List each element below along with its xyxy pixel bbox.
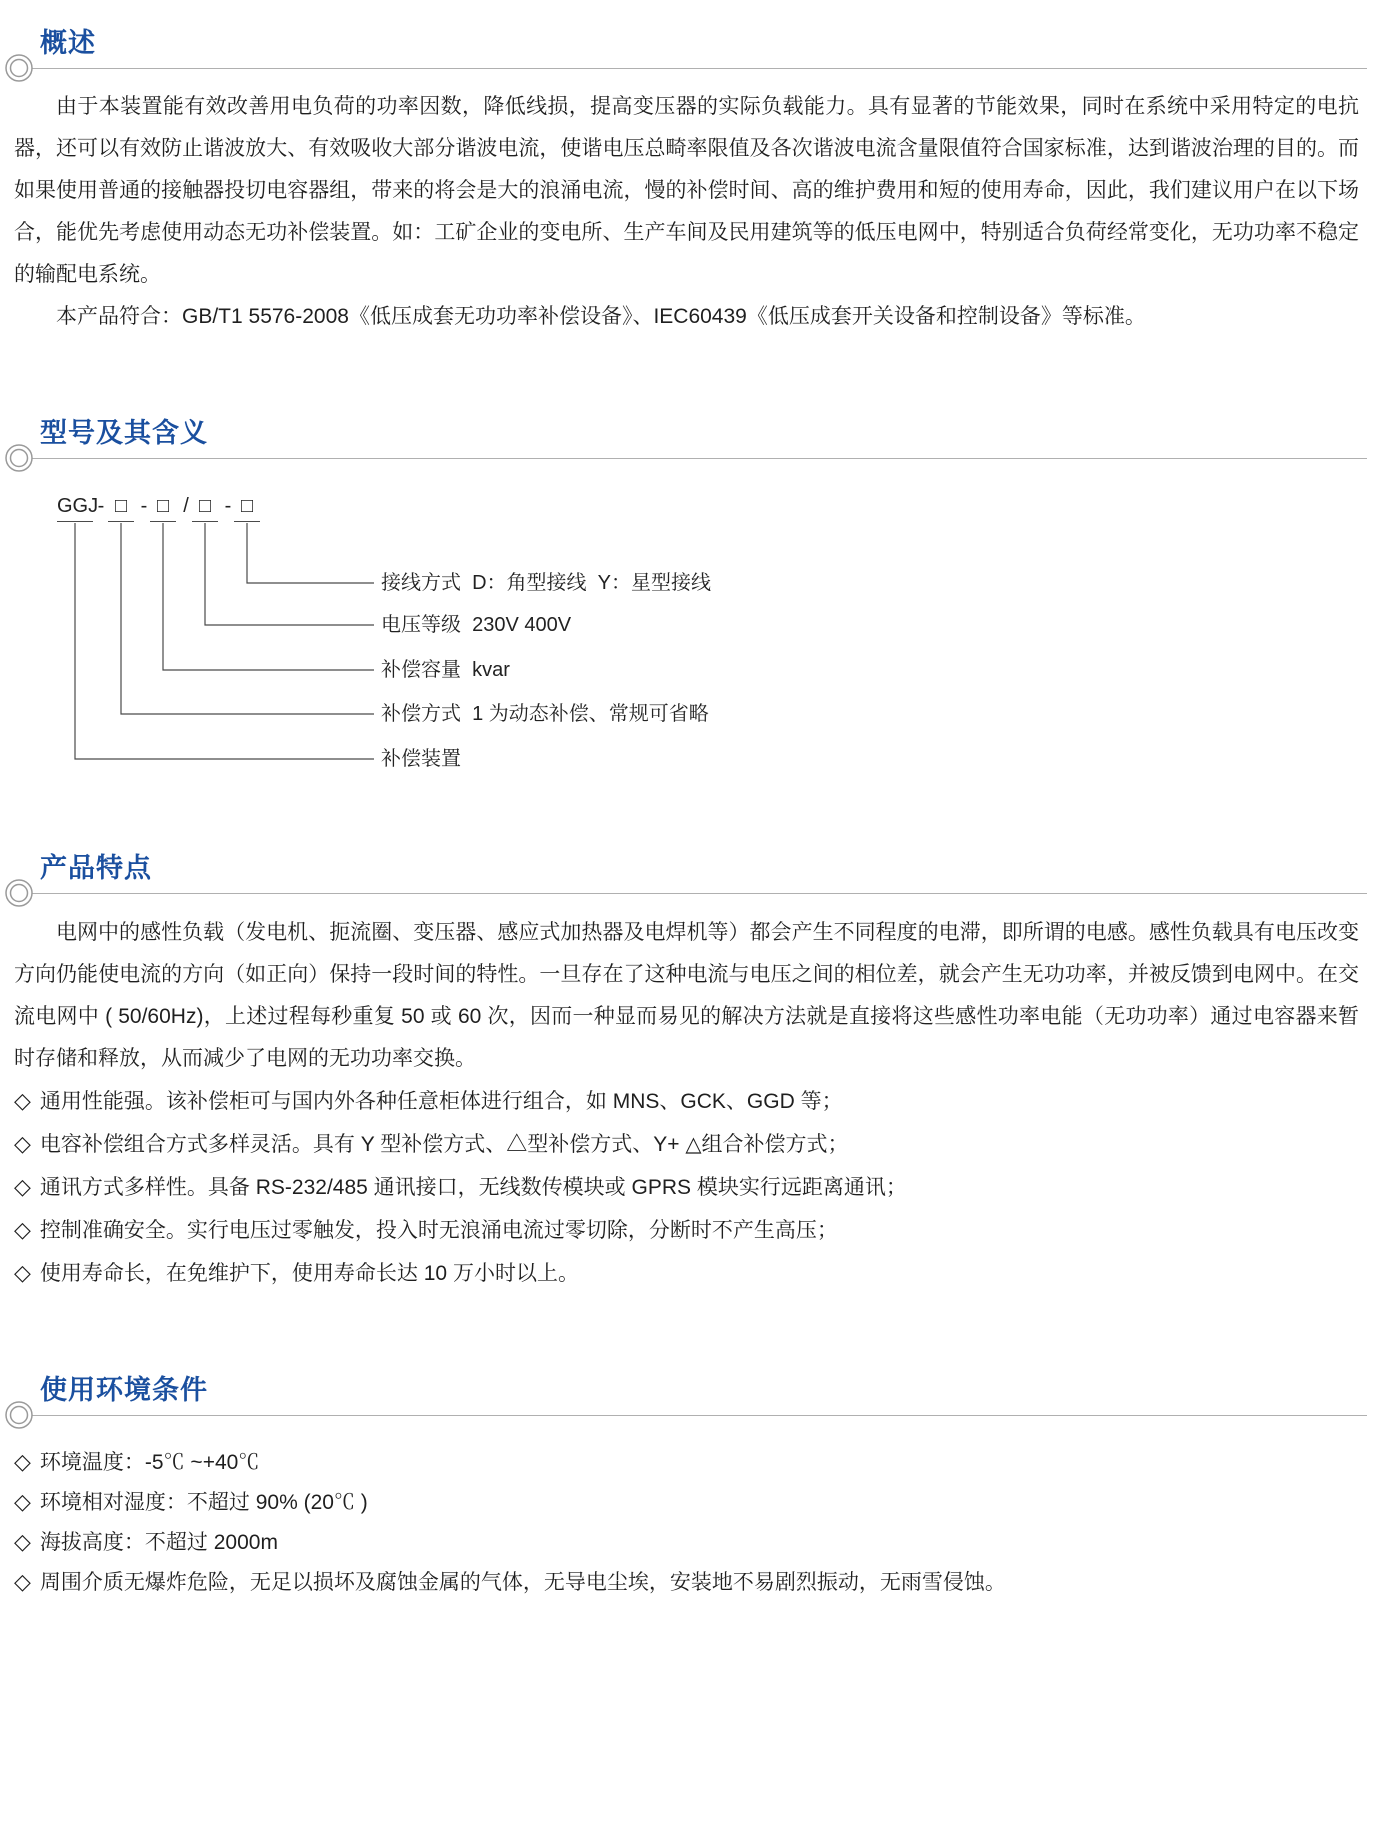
- feature-item: [14, 1252, 1359, 1295]
- environment-item-text: 环境温度：-5℃ ~+40℃: [39, 1451, 260, 1474]
- section-header-model: [0, 414, 1373, 464]
- environment-item: [14, 1482, 1359, 1522]
- model-dash: -: [224, 495, 232, 517]
- environment-item-text: 海拔高度：不超过 2000m: [39, 1531, 278, 1554]
- feature-item: [14, 1209, 1359, 1252]
- section-header-features: [0, 849, 1373, 899]
- model-box-3: □: [192, 492, 218, 522]
- double-ring-icon: [3, 53, 35, 85]
- model-dash: -: [97, 495, 105, 517]
- model-label-comp-mode: 补偿方式 1 为动态补偿、常规可省略: [381, 703, 709, 725]
- model-label-wiring: 接线方式 D：角型接线 Y：星型接线: [381, 572, 712, 594]
- model-prefix: GGJ: [57, 492, 93, 522]
- section-title-overview: 概述: [40, 28, 96, 58]
- feature-item-text: 控制准确安全。实行电压过零触发，投入时无浪涌电流过零切除，分断时不产生高压；: [39, 1219, 838, 1242]
- diamond-icon: ◇: [14, 1088, 31, 1113]
- model-label-comp-device: 补偿装置: [381, 748, 461, 770]
- feature-item-text: 使用寿命长，在免维护下，使用寿命长达 10 万小时以上。: [39, 1262, 579, 1285]
- section-rule: [30, 68, 1367, 69]
- model-box-2: □: [150, 492, 176, 522]
- feature-item: [14, 1166, 1359, 1209]
- model-box-4: □: [234, 492, 260, 522]
- environment-item-text: 环境相对湿度：不超过 90% (20℃ ): [39, 1491, 368, 1514]
- double-ring-icon: [3, 443, 35, 475]
- section-title-features: 产品特点: [40, 853, 152, 883]
- diamond-icon: ◇: [14, 1174, 31, 1199]
- environment-item-text: 周围介质无爆炸危险，无足以损坏及腐蚀金属的气体，无导电尘埃，安装地不易剧烈振动，无雨雪侵蚀。: [39, 1571, 1006, 1594]
- features-text: [14, 912, 1359, 1295]
- section-title-environment: 使用环境条件: [40, 1375, 208, 1405]
- feature-item: [14, 1123, 1359, 1166]
- diamond-icon: ◇: [14, 1569, 31, 1594]
- diagram-connector-lines: [0, 492, 1373, 792]
- model-label-voltage: 电压等级 230V 400V: [381, 614, 572, 636]
- section-rule: [30, 1415, 1367, 1416]
- diamond-icon: ◇: [14, 1489, 31, 1514]
- overview-paragraph-1: 由于本装置能有效改善用电负荷的功率因数，降低线损，提高变压器的实际负载能力。具有显著的节能效果，同时在系统中采用特定的电抗器，还可以有效防止谐波放大、有效吸收大部分谐波电流，使谐电压总畸率限值及各次谐波电流含量限值符合国家标准，达到谐波治理的目的。而如果使用普通的接触器投切电容器组，带来的将会是大的浪涌电流，慢的补偿时间、高的维护费用和短的使用寿命，因此，我们建议用户在以下场合，能优先考虑使用动态无功补偿装置。如：工矿企业的变电所、生产车间及民用建筑等的低压电网中，特别适合负荷经常变化，无功功率不稳定的输配电系统。: [14, 95, 1359, 286]
- section-header-overview: [0, 24, 1373, 74]
- environment-item: [14, 1562, 1359, 1602]
- feature-item-text: 通用性能强。该补偿柜可与国内外各种任意柜体进行组合，如 MNS、GCK、GGD 等；: [39, 1090, 843, 1113]
- overview-text: [14, 86, 1359, 338]
- environment-text: [14, 1442, 1359, 1602]
- model-box-1: □: [108, 492, 134, 522]
- section-rule: [30, 458, 1367, 459]
- features-paragraph: 电网中的感性负载（发电机、扼流圈、变压器、感应式加热器及电焊机等）都会产生不同程度的电滞，即所谓的电感。感性负载具有电压改变方向仍能使电流的方向（如正向）保持一段时间的特性。一旦存在了这种电流与电压之间的相位差，就会产生无功功率，并被反馈到电网中。在交流电网中 ( 50/60Hz)，上述过程每秒重复 50 或 60 次，因而一种显而易见的解决方法就是直接将这些感性功率电能（无功功率）通过电容器来暂时存储和释放，从而减少了电网的无功功率交换。: [14, 921, 1359, 1070]
- diamond-icon: ◇: [14, 1260, 31, 1285]
- section-rule: [30, 893, 1367, 894]
- feature-item-text: 电容补偿组合方式多样灵活。具有 Y 型补偿方式、△型补偿方式、Y+ △组合补偿方式；: [39, 1133, 849, 1156]
- model-label-capacity: 补偿容量 kvar: [381, 659, 510, 681]
- model-dash: -: [140, 495, 148, 517]
- model-code-diagram: [0, 492, 1373, 792]
- diamond-icon: ◇: [14, 1217, 31, 1242]
- section-header-environment: [0, 1371, 1373, 1421]
- feature-item: [14, 1080, 1359, 1123]
- double-ring-icon: [3, 1400, 35, 1432]
- model-slash: /: [183, 495, 189, 517]
- environment-item: [14, 1522, 1359, 1562]
- overview-paragraph-2: 本产品符合：GB/T1 5576-2008《低压成套无功功率补偿设备》、IEC60439《低压成套开关设备和控制设备》等标准。: [56, 305, 1146, 328]
- diamond-icon: ◇: [14, 1449, 31, 1474]
- section-title-model: 型号及其含义: [40, 418, 208, 448]
- environment-item: [14, 1442, 1359, 1482]
- double-ring-icon: [3, 878, 35, 910]
- feature-item-text: 通讯方式多样性。具备 RS-232/485 通讯接口，无线数传模块或 GPRS 模块实行远距离通讯；: [39, 1176, 907, 1199]
- diamond-icon: ◇: [14, 1131, 31, 1156]
- diamond-icon: ◇: [14, 1529, 31, 1554]
